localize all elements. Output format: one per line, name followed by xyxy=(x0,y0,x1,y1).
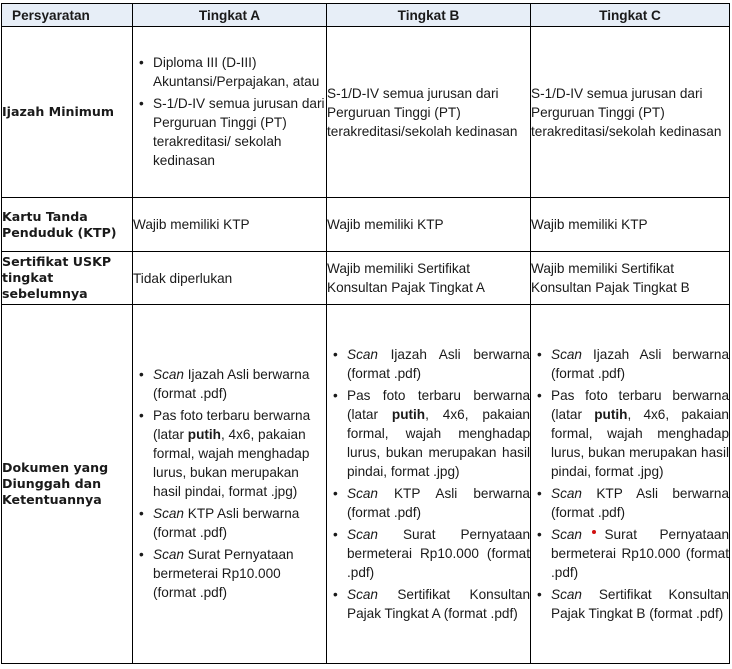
bullet-list xyxy=(531,345,729,623)
item-text: , 4x6, pakaian formal, wajah menghadap lurus, bukan merupakan hasil pindai, format .jpg) xyxy=(551,406,729,479)
list-item xyxy=(153,545,326,602)
bullet-list xyxy=(327,345,530,623)
cell-tingkat-a: Wajib memiliki KTP xyxy=(133,198,327,252)
list-item xyxy=(551,525,729,582)
item-text: , 4x6, pakaian formal, wajah menghadap lurus, bukan merupakan hasil pindai, format .jpg) xyxy=(347,406,530,479)
requirements-table xyxy=(1,3,730,664)
scan-word: Scan xyxy=(347,346,378,362)
cell-tingkat-c: Wajib memiliki Sertifikat Konsultan Pajak Tingkat B xyxy=(531,252,730,305)
item-text: Ijazah Asli berwarna (format .pdf) xyxy=(347,346,530,381)
item-text: Pas foto terbaru berwarna (latar xyxy=(551,387,729,422)
list-item xyxy=(347,386,530,481)
cell-tingkat-b: S-1/D-IV semua jurusan dari Perguruan Tinggi (PT) terakreditasi/sekolah kedinasan xyxy=(327,27,531,198)
item-text: Ijazah Asli berwarna (format .pdf) xyxy=(153,367,310,401)
scan-word: Scan xyxy=(153,547,184,562)
item-text: KTP Asli berwarna (format .pdf) xyxy=(551,485,730,520)
cell-tingkat-c xyxy=(531,305,730,664)
cell-tingkat-c: S-1/D-IV semua jurusan dari Perguruan Tinggi (PT) terakreditasi/sekolah kedinasan xyxy=(531,27,730,198)
item-text: Sertifikat Konsultan Pajak Tingkat A (format .pdf) xyxy=(347,586,531,621)
bold-word: putih xyxy=(187,427,221,442)
header-tingkat-b: Tingkat B xyxy=(327,4,531,27)
list-item xyxy=(347,345,530,383)
list-item xyxy=(551,345,729,383)
red-dot-mark xyxy=(592,530,596,534)
item-text: KTP Asli berwarna (format .pdf) xyxy=(153,506,300,540)
list-item xyxy=(551,484,729,522)
list-item xyxy=(551,585,729,623)
row-label: Kartu Tanda Penduduk (KTP) xyxy=(2,198,133,252)
list-item: • Diploma III (D-III) Akuntansi/Perpajakan, atau xyxy=(153,53,326,91)
bullet-list xyxy=(133,53,326,170)
row-label: Dokumen yang Diunggah dan Ketentuannya xyxy=(2,305,133,664)
item-text: , 4x6, pakaian formal, wajah menghadap lurus, bukan merupakan hasil pindai, format .jpg) xyxy=(153,427,310,499)
item-text: KTP Asli berwarna (format .pdf) xyxy=(347,485,530,520)
item-text: Surat Pernyataan bermeterai Rp10.000 (format .pdf) xyxy=(347,526,530,580)
item-text: Pas foto terbaru berwarna (latar xyxy=(347,387,530,422)
row-ijazah-minimum xyxy=(2,27,730,198)
header-tingkat-c: Tingkat C xyxy=(531,4,730,27)
scan-word: Scan xyxy=(551,526,582,542)
row-sertifikat-uskp xyxy=(2,252,730,305)
list-item xyxy=(347,484,530,522)
scan-word: Scan xyxy=(153,367,184,382)
scan-word: Scan xyxy=(551,485,582,501)
scan-word: Scan xyxy=(551,586,582,602)
item-text: Surat Pernyataan bermeterai Rp10.000 (format .pdf) xyxy=(551,526,729,580)
list-item xyxy=(153,406,326,501)
list-item: • S-1/D-IV semua jurusan dari Perguruan Tinggi (PT) terakreditasi/ sekolah kedinasan xyxy=(153,94,326,170)
bullet-list xyxy=(133,365,326,602)
row-dokumen xyxy=(2,305,730,664)
scan-word: Scan xyxy=(347,485,378,501)
list-item xyxy=(153,365,326,403)
header-persyaratan: Persyaratan xyxy=(2,4,133,27)
scan-word: Scan xyxy=(347,586,378,602)
item-text: Sertifikat Konsultan Pajak Tingkat B (format .pdf) xyxy=(551,586,730,621)
bold-word: putih xyxy=(594,406,628,422)
header-tingkat-a: Tingkat A xyxy=(133,4,327,27)
list-item xyxy=(551,386,729,481)
row-ktp xyxy=(2,198,730,252)
scan-word: Scan xyxy=(347,526,378,542)
scan-word: Scan xyxy=(551,346,582,362)
row-label: Sertifikat USKP tingkat sebelumnya xyxy=(2,252,133,305)
item-text: Ijazah Asli berwarna (format .pdf) xyxy=(551,346,730,381)
scan-word: Scan xyxy=(153,506,184,521)
cell-tingkat-a: Tidak diperlukan xyxy=(133,252,327,305)
cell-tingkat-b: Wajib memiliki Sertifikat Konsultan Pajak Tingkat A xyxy=(327,252,531,305)
list-item xyxy=(347,585,530,623)
cell-tingkat-b: Wajib memiliki KTP xyxy=(327,198,531,252)
row-label: Ijazah Minimum xyxy=(2,27,133,198)
list-item xyxy=(347,525,530,582)
item-text: Pas foto terbaru berwarna (latar xyxy=(153,408,311,442)
bold-word: putih xyxy=(391,406,426,422)
cell-tingkat-c: Wajib memiliki KTP xyxy=(531,198,730,252)
header-row xyxy=(2,4,730,27)
cell-tingkat-a xyxy=(133,27,327,198)
item-text: Surat Pernyataan bermeterai Rp10.000 (format .pdf) xyxy=(153,547,294,600)
cell-tingkat-a xyxy=(133,305,327,664)
list-item xyxy=(153,504,326,542)
cell-tingkat-b xyxy=(327,305,531,664)
